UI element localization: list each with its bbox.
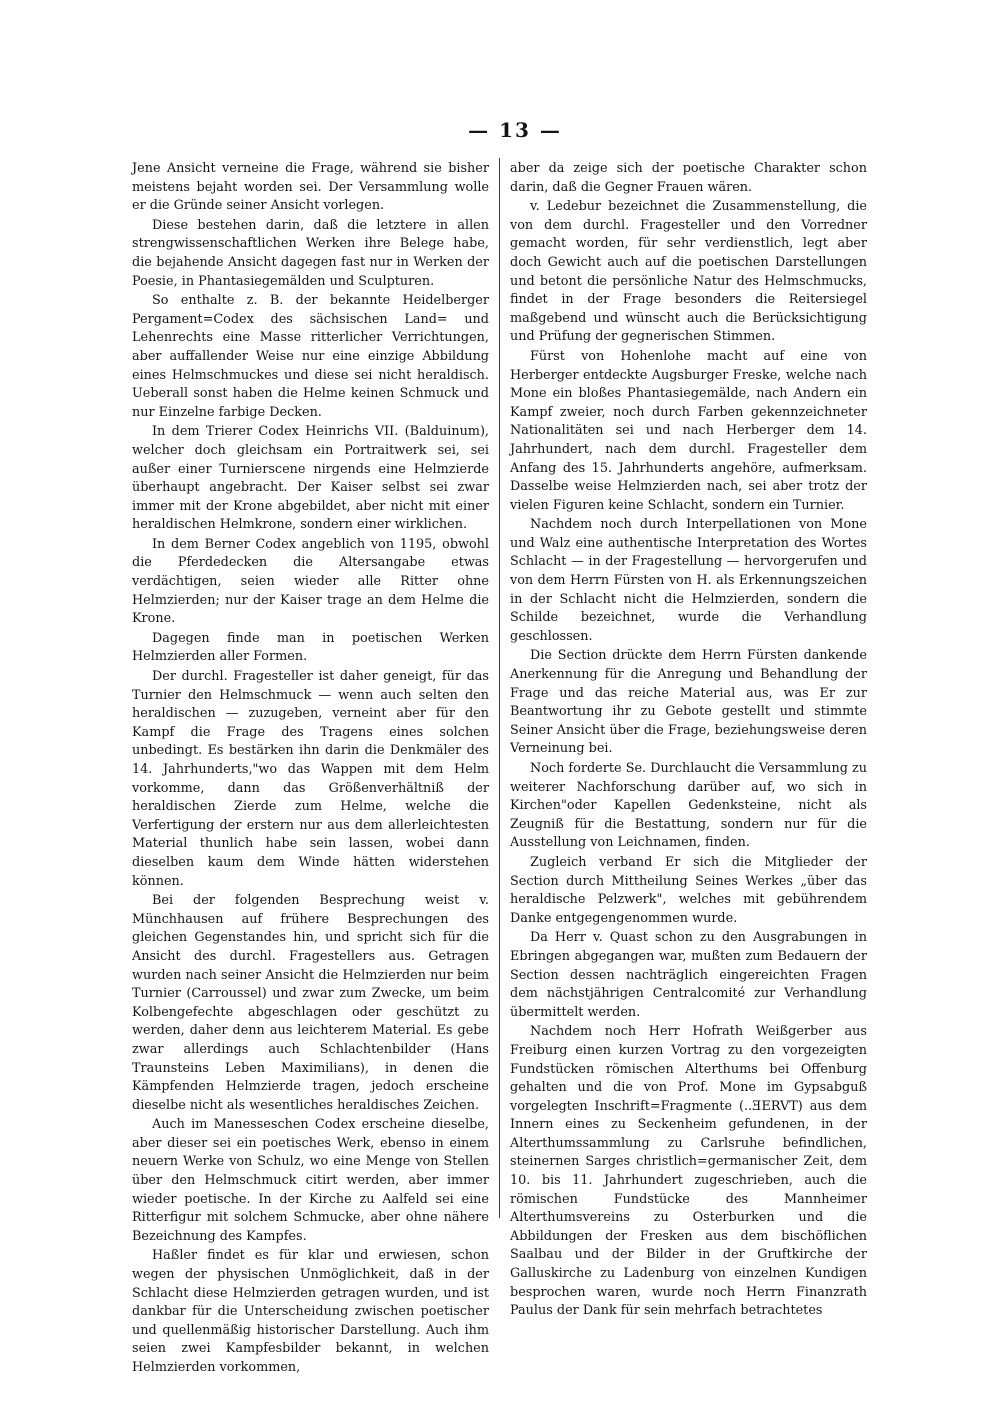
paragraph: In dem Berner Codex angeblich von 1195, obwohl die Pferdedecken die Altersangabe etwas verdächtigen, seien wieder alle Ritter ohne Helmzierden; nur der Kaiser trage an dem Helme die Krone. — [132, 536, 489, 627]
left-column — [132, 160, 489, 1378]
paragraph: Dagegen finde man in poetischen Werken Helmzierden aller Formen. — [132, 630, 489, 665]
paragraph: aber da zeige sich der poetische Charakter schon darin, daß die Gegner Frauen wären. — [510, 161, 867, 195]
paragraph: Nachdem noch durch Interpellationen von Mone und Walz eine authentische Interpretation des Wortes Schlacht — in der Fragestellung — hervorgerufen und von dem Herrn Fürsten von H. als Erkennungszeichen in der Schlacht nicht die Helmzierden, sondern die Schilde bezeichnet, wurde die Verhandlung geschlossen. — [510, 517, 867, 644]
paragraph: Noch forderte Se. Durchlaucht die Versammlung zu weiterer Nachforschung darüber auf, wo sich in Kirchen"oder Kapellen Gedenksteine, nicht als Zeugniß für die Bestattung, sondern nur für die Ausstellung von Leichnamen, finden. — [510, 761, 867, 851]
paragraph: v. Ledebur bezeichnet die Zusammenstellung, die von dem durchl. Fragesteller und den Vorredner gemacht worden, für sehr verdienstlich, legt aber doch Gewicht auch auf die poetischen Darstellungen und betont die persönliche Natur des Helmschmucks, findet in der Frage besonders die Reitersiegel maßgebend und wünscht auch die Berücksichtigung und Prüfung der gegnerischen Stimmen. — [510, 199, 867, 345]
paragraph: In dem Trierer Codex Heinrichs VII. (Balduinum), welcher doch gleichsam ein Portraitwerk sei, sei außer einer Turnierscene nirgends eine Helmzierde überhaupt angebracht. Der Kaiser selbst sei zwar immer mit der Krone abgebildet, aber nicht mit einer heraldischen Helmkrone, sondern einer wirklichen. — [132, 424, 489, 533]
paragraph: Da Herr v. Quast schon zu den Ausgrabungen in Ebringen abgegangen war, mußten zum Bedauern der Section dessen nachträglich eingereichten Fragen dem nächstjährigen Centralcomité zur Verhandlung übermittelt werden. — [510, 930, 867, 1020]
column-divider — [499, 158, 500, 1218]
page-number: — 13 — — [468, 118, 562, 142]
paragraph: Bei der folgenden Besprechung weist v. Münchhausen auf frühere Besprechungen des gleichen Gegenstandes hin, und spricht sich für die Ansicht des durchl. Fragestellers aus. Getragen wurden nach seiner Ansicht die Helmzierden nur beim Turnier (Carroussel) und zwar zum Zwecke, um beim Kolbengefechte abgeschlagen oder geschützt zu werden, daher denn aus leichterem Material. Es gebe zwar allerdings auch Schlachtenbilder (Hans Traunsteins Leben Maximilians), in denen die Kämpfenden Helmzierde tragen, jedoch erscheine dieselbe nicht als wesentliches heraldisches Zeichen. — [132, 893, 489, 1113]
paragraph: Jene Ansicht verneine die Frage, während sie bisher meistens bejaht worden sei. Der Versammlung wolle er die Gründe seiner Ansicht vorlegen. — [132, 161, 489, 214]
paragraph: Fürst von Hohenlohe macht auf eine von Herberger entdeckte Augsburger Freske, welche nach Mone ein bloßes Phantasiegemälde, nach Andern ein Kampf zweier, noch durch Farben gekennzeichneter Nationalitäten sei und nach Herberger dem 14. Jahrhundert, nach dem durchl. Fragesteller dem Anfang des 15. Jahrhunderts angehöre, aufmerksam. Dasselbe weise Helmzierden nach, sei aber trotz der vielen Figuren keine Schlacht, sondern ein Turnier. — [510, 348, 867, 513]
paragraph: Der durchl. Fragesteller ist daher geneigt, für das Turnier den Helmschmuck — wenn auch selten den heraldischen — zuzugeben, verneint aber für den Kampf die Frage des Tragens eines solchen unbedingt. Es bestärken ihn darin die Denkmäler des 14. Jahrhunderts,"wo das Wappen mit dem Helm vorkomme, dann das Größenverhältniß der heraldischen Zierde zum Helme, welche die Verfertigung der erstern nur aus dem allerleichtesten Material thunlich habe sein lassen, wobei dann dieselben kaum dem Winde hätten widerstehen können. — [132, 669, 489, 889]
paragraph: Haßler findet es für klar und erwiesen, schon wegen der physischen Unmöglichkeit, daß in der Schlacht diese Helmzierden getragen wurden, und ist dankbar für die Unterscheidung zwischen poetischer und quellenmäßig historischer Darstellung. Auch ihm seien zwei Kampfesbilder bekannt, in welchen Helmzierden vorkommen, — [132, 1248, 489, 1375]
paragraph: Die Section drückte dem Herrn Fürsten dankende Anerkennung für die Anregung und Behandlung der Frage und das reiche Material aus, was Er zur Beantwortung ihr zu Gebote gestellt und stimmte Seiner Ansicht über die Frage, beziehungsweise deren Verneinung bei. — [510, 648, 867, 757]
paragraph: Nachdem noch Herr Hofrath Weißgerber aus Freiburg einen kurzen Vortrag zu den vorgezeigten Fundstücken römischen Alterthums bei Offenburg gehalten und die von Prof. Mone im Gypsabguß vorgelegten Inschrift=Fragmente (..ƎERVT) aus dem Innern eines zu Seckenheim gefundenen, in der Alterthumssammlung zu Carlsruhe befindlichen, steinernen Sarges christlich=germanischer Zeit, dem 10. bis 11. Jahrhundert zugeschrieben, auch die römischen Fundstücke des Mannheimer Alterthumsvereins zu Osterburken und die Abbildungen der Fresken aus dem bischöflichen Saalbau und der Bilder in der Gruftkirche der Galluskirche zu Ladenburg von einzelnen Kundigen besprochen waren, wurde noch Herrn Finanzrath Paulus der Dank für sein mehrfach betrachtetes — [510, 1024, 867, 1319]
paragraph: So enthalte z. B. der bekannte Heidelberger Pergament=Codex des sächsischen Land= und Lehenrechts eine Masse ritterlicher Verrichtungen, aber auffallender Weise nur eine einzige Abbildung eines Helmschmuckes und diese sei nicht heraldisch. Ueberall sonst haben die Helme keinen Schmuck und nur Einzelne farbige Decken. — [132, 293, 489, 420]
paragraph: Auch im Manesseschen Codex erscheine dieselbe, aber dieser sei ein poetisches Werk, ebenso in einem neuern Werke von Schulz, wo eine Menge von Stellen über den Helmschmuck citirt werden, aber immer wieder poetische. In der Kirche zu Aalfeld sei eine Ritterfigur mit solchem Schmucke, aber ohne nähere Bezeichnung des Kampfes. — [132, 1117, 489, 1244]
paragraph: Diese bestehen darin, daß die letztere in allen strengwissenschaftlichen Werken ihre Belege habe, die bejahende Ansicht dagegen fast nur in Werken der Poesie, in Phantasiegemälden und Sculpturen. — [132, 217, 489, 289]
paragraph: Zugleich verband Er sich die Mitglieder der Section durch Mittheilung Seines Werkes „über das heraldische Pelzwerk", welches mit gebührendem Danke entgegengenommen wurde. — [510, 854, 867, 926]
right-column — [510, 160, 867, 1321]
